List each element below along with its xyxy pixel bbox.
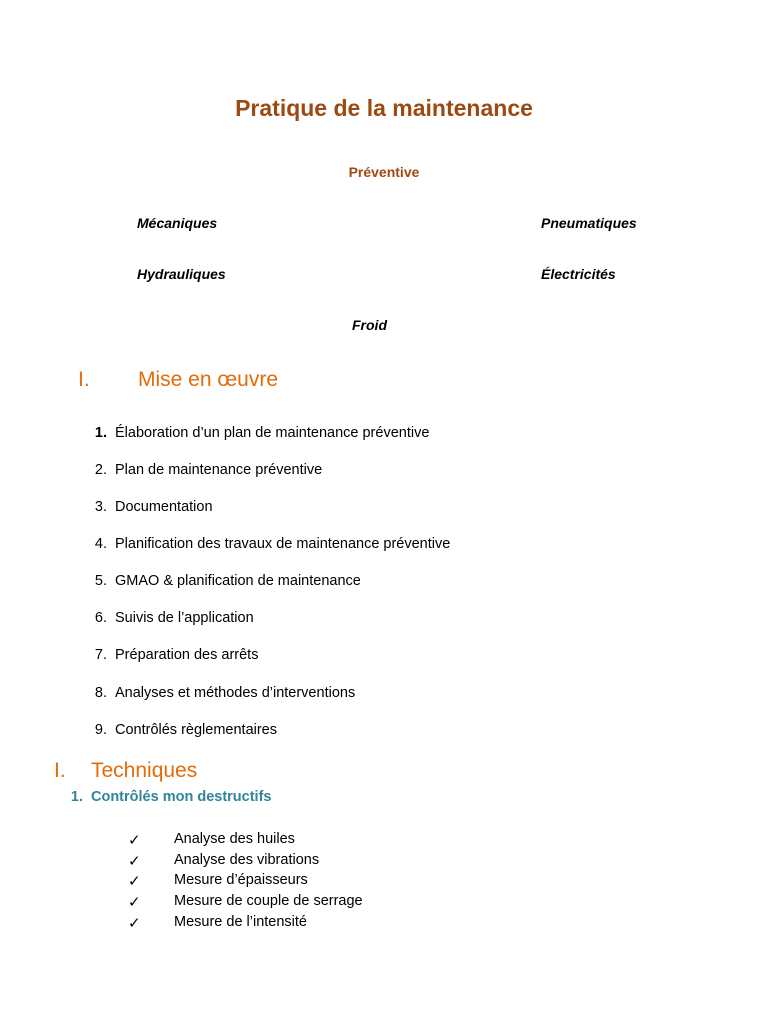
check-item: ✓ Mesure de l’intensité: [128, 914, 307, 932]
category-hydrauliques: Hydrauliques: [137, 266, 226, 282]
page-subtitle: Préventive: [348, 164, 420, 180]
list-item: 9. Contrôlés règlementaires: [94, 722, 277, 738]
category-electricites: Électricités: [541, 266, 616, 282]
category-pneumatiques: Pneumatiques: [541, 215, 637, 231]
check-item: ✓ Mesure d’épaisseurs: [128, 872, 308, 890]
list-item: 3. Documentation: [94, 499, 213, 515]
section-numeral: I.: [54, 759, 66, 782]
list-item: 5. GMAO & planification de maintenance: [94, 573, 361, 589]
section-heading-techniques: [54, 759, 354, 785]
category-froid: Froid: [352, 317, 387, 333]
list-item: 1. Élaboration d’un plan de maintenance préventive: [94, 425, 430, 441]
section-heading-mise-en-oeuvre: [78, 368, 378, 394]
checkmark-icon: ✓: [128, 915, 141, 932]
check-item: ✓ Analyse des vibrations: [128, 852, 320, 870]
checkmark-icon: ✓: [128, 853, 141, 870]
check-item: ✓ Analyse des huiles: [128, 831, 295, 849]
list-item: 4. Planification des travaux de maintenance préventive: [94, 536, 451, 552]
checkmark-icon: ✓: [128, 832, 141, 849]
subsection-heading: 1. Contrôlés mon destructifs: [70, 789, 272, 805]
check-item: ✓ Mesure de couple de serrage: [128, 893, 363, 911]
list-item: 2. Plan de maintenance préventive: [94, 462, 323, 478]
section-heading-text: Techniques: [91, 759, 198, 782]
section-heading-text: Mise en œuvre: [138, 368, 279, 391]
category-mecaniques: Mécaniques: [137, 215, 218, 231]
checkmark-icon: ✓: [128, 894, 141, 911]
page-title: Pratique de la maintenance: [235, 95, 533, 121]
list-item: 7. Préparation des arrêts: [94, 647, 259, 663]
section-numeral: I.: [78, 368, 90, 391]
list-item: 8. Analyses et méthodes d’interventions: [94, 685, 356, 701]
list-item: 6. Suivis de l’application: [94, 610, 254, 626]
checkmark-icon: ✓: [128, 873, 141, 890]
